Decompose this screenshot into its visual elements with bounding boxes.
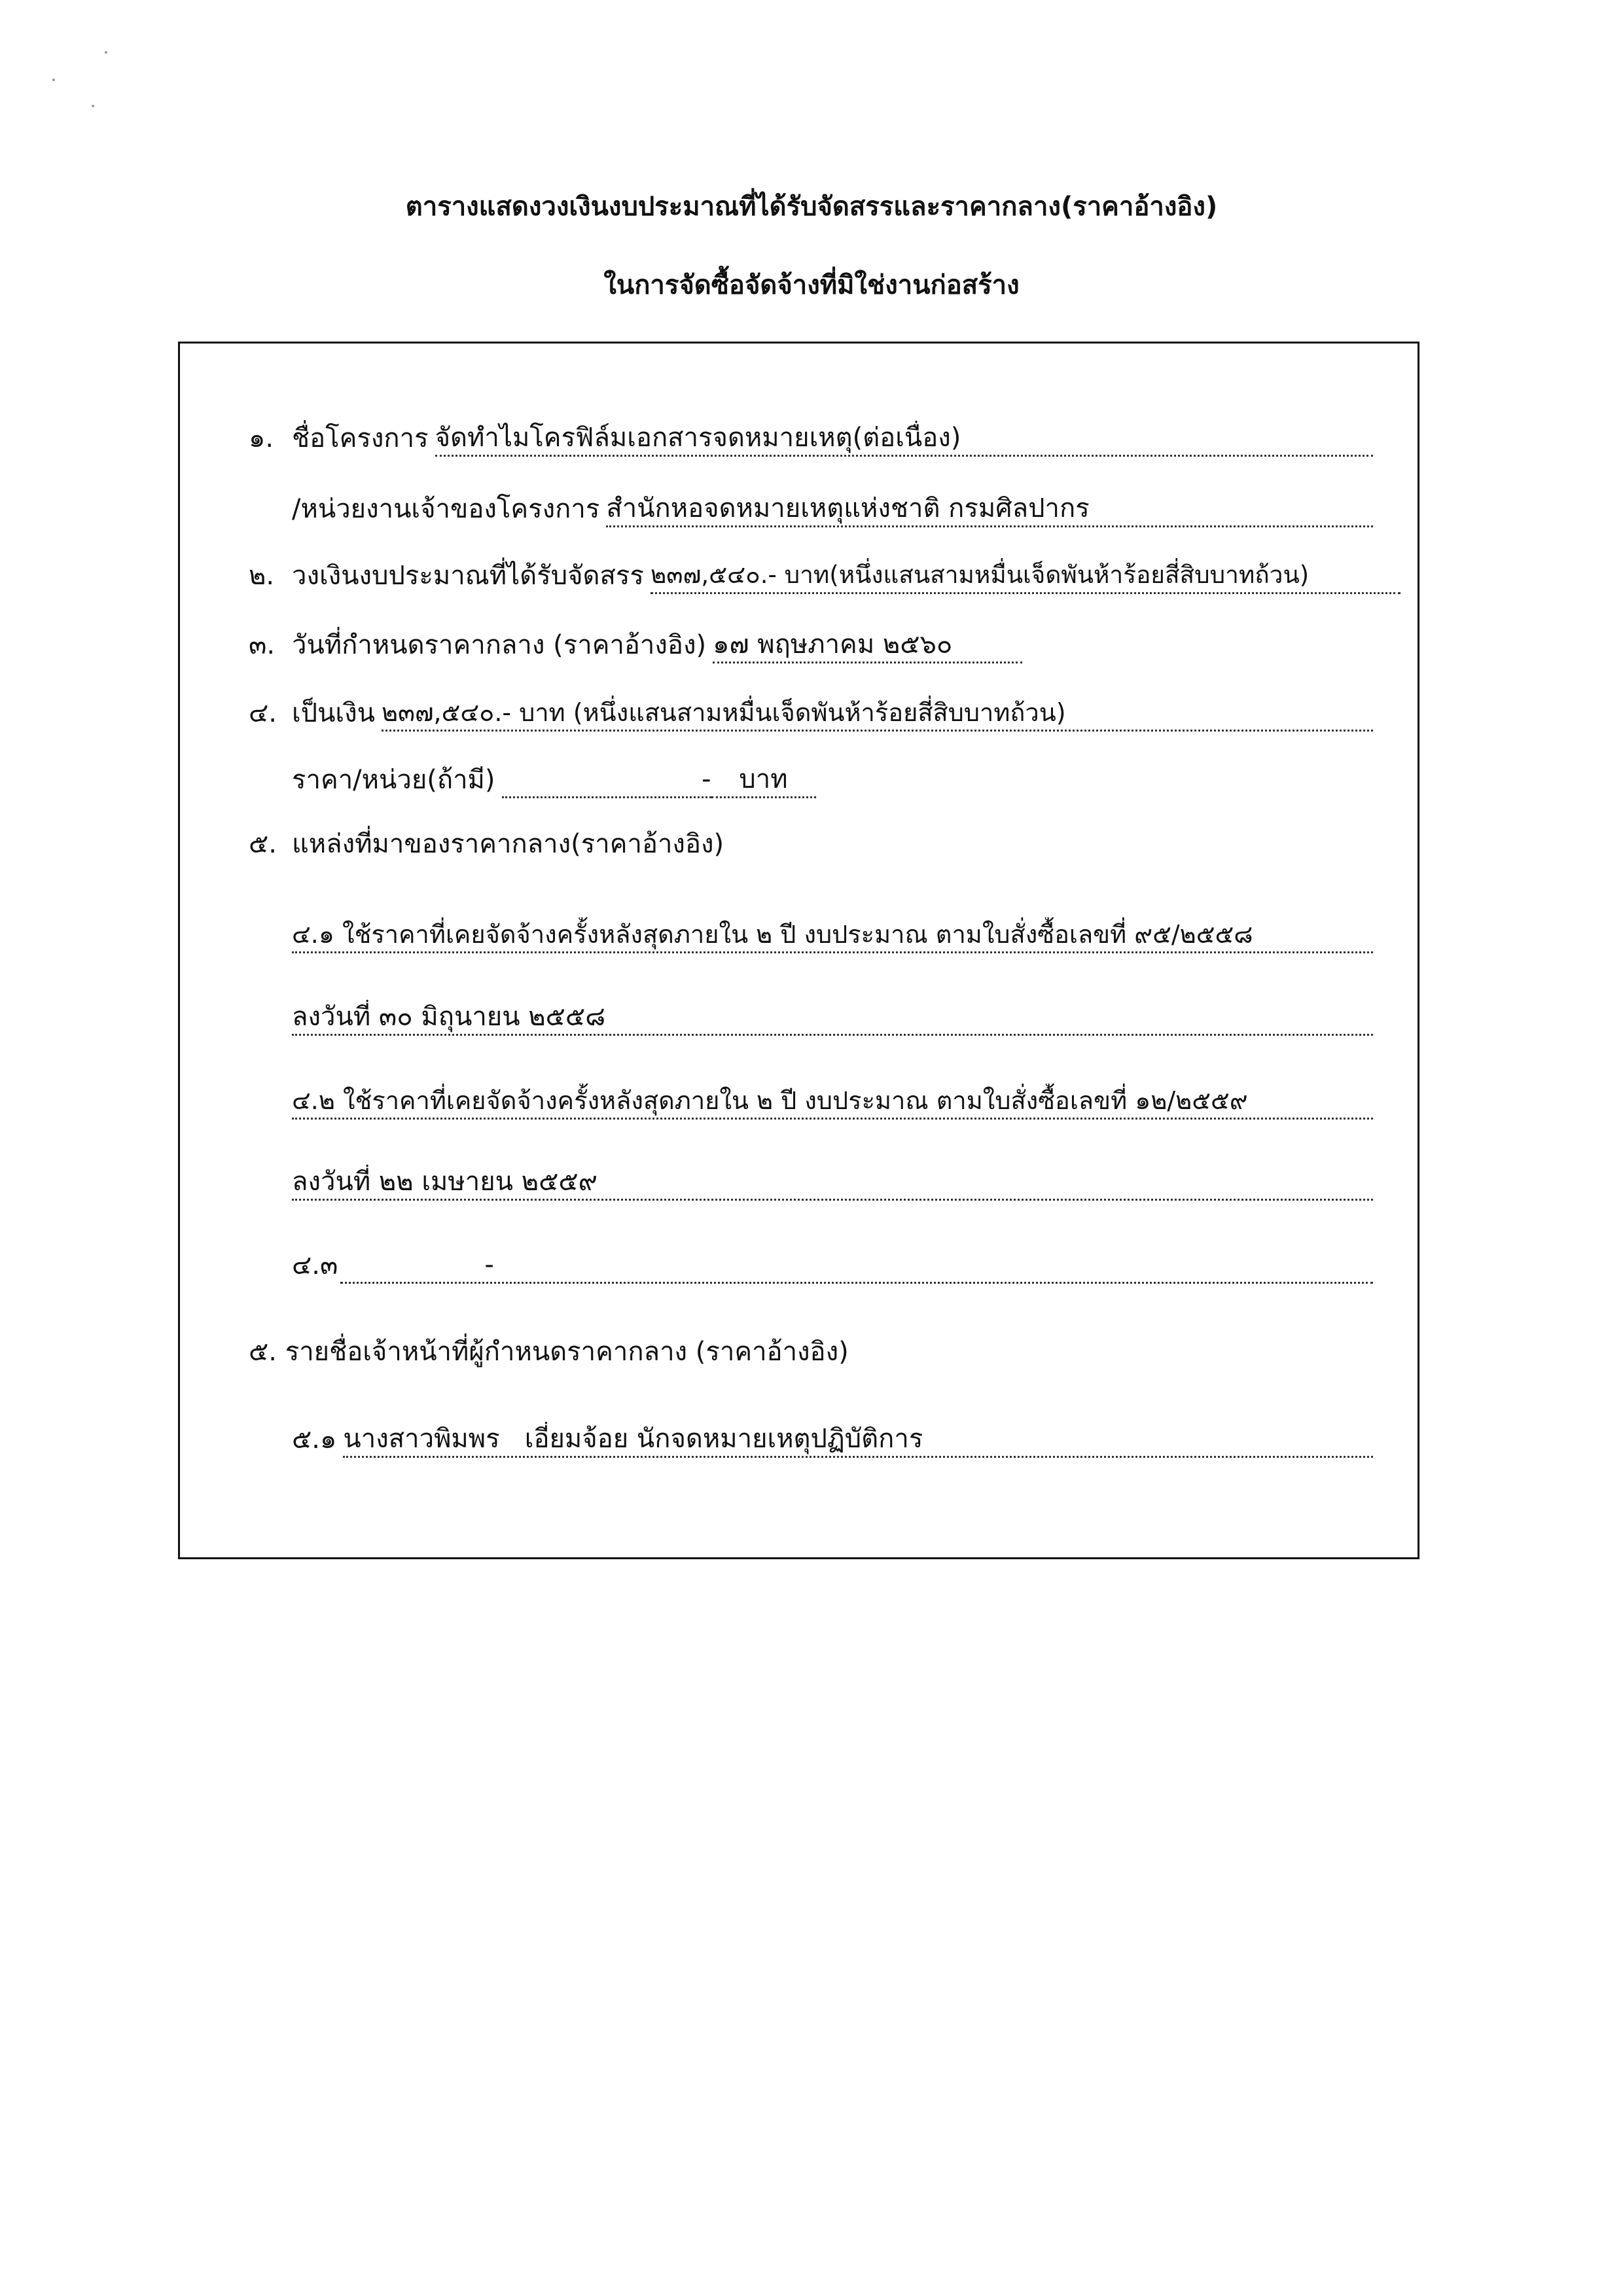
item5-sub3-value-text: - xyxy=(484,1250,494,1280)
item4-unit-price-row xyxy=(292,762,881,798)
item2-number: ๒. xyxy=(249,561,275,591)
item5-sub2-line2-value xyxy=(292,1165,1373,1201)
item1-owner-value-text: สำนักหอจดหมายเหตุแห่งชาติ กรมศิลปากร xyxy=(606,493,1090,523)
item4-unit-price-value-text: - xyxy=(702,764,711,794)
title-line-2: ในการจัดซื้อจัดจ้างที่มิใช่งานก่อสร้าง xyxy=(603,270,1020,300)
item3-row xyxy=(249,627,1022,663)
scan-speck xyxy=(52,79,55,81)
item1-owner-row xyxy=(292,491,1373,527)
item5-number: ๕. xyxy=(249,829,277,859)
item5-sub3-label: ๔.๓ xyxy=(292,1250,338,1280)
item5-sub2-line2 xyxy=(292,1165,1373,1201)
item1-owner-label: /หน่วยงานเจ้าของโครงการ xyxy=(292,494,600,524)
item3-value xyxy=(713,627,1022,663)
item1-value xyxy=(435,421,1373,457)
item4-number: ๔. xyxy=(249,698,277,728)
item4-label: เป็นเงิน xyxy=(292,698,375,728)
item5-label: แหล่งที่มาของราคากลาง(ราคาอ้างอิง) xyxy=(292,829,724,859)
item5-sub2-line1 xyxy=(292,1084,1373,1120)
scan-speck xyxy=(105,51,107,54)
title-line-1: ตารางแสดงวงเงินงบประมาณที่ได้รับจัดสรรและราคากลาง(ราคาอ้างอิง) xyxy=(405,192,1218,222)
item6-sub1-label: ๕.๑ xyxy=(292,1424,337,1455)
scan-speck xyxy=(92,105,94,107)
item1-owner-value xyxy=(606,491,1373,527)
item5-sub1-line2-text: ลงวันที่ ๓๐ มิถุนายน ๒๕๕๘ xyxy=(292,1002,606,1032)
item4-value xyxy=(382,696,1373,732)
item4-unit-price-value xyxy=(502,762,711,798)
item2-label: วงเงินงบประมาณที่ได้รับจัดสรร xyxy=(292,561,644,591)
item3-value-text: ๑๗ พฤษภาคม ๒๕๖๐ xyxy=(713,629,953,660)
item2-value-text: ๒๓๗,๕๔๐.- บาท(หนึ่งแสนสามหมื่นเจ็ดพันห้าร้อยสี่สิบบาทถ้วน) xyxy=(650,561,1310,589)
item5-sub1-line2 xyxy=(292,1000,1373,1036)
item5-sub1-line1 xyxy=(292,917,1373,953)
item4-unit-price-suffix-text: บาท xyxy=(739,764,788,794)
item1-number: ๑. xyxy=(249,423,274,453)
item4-row xyxy=(249,695,1373,732)
item2-row xyxy=(249,557,1400,594)
item6-sub1 xyxy=(292,1421,1373,1458)
item3-number: ๓. xyxy=(249,630,276,660)
item4-unit-price-label: ราคา/หน่วย(ถ้ามี) xyxy=(292,765,495,795)
item5-sub2-line1-value xyxy=(292,1084,1373,1120)
item2-value xyxy=(651,558,1400,594)
item5-sub1-line2-value xyxy=(292,1000,1373,1036)
item5-sub2-line2-text: ลงวันที่ ๒๒ เมษายน ๒๕๕๙ xyxy=(292,1167,597,1197)
item5-sub2-line1-text: ๔.๒ ใช้ราคาที่เคยจัดจ้างครั้งหลังสุดภายใน ๒ ปี งบประมาณ ตามใบสั่งซื้อเลขที่ ๑๒/๒๕๕๙ xyxy=(292,1086,1248,1115)
item5-sub3 xyxy=(292,1247,1373,1284)
item6-label: ๕. รายชื่อเจ้าหน้าที่ผู้กำหนดราคากลาง (ราคาอ้างอิง) xyxy=(249,1337,849,1367)
item1-label: ชื่อโครงการ xyxy=(292,423,429,453)
item4-value-text: ๒๓๗,๕๔๐.- บาท (หนึ่งแสนสามหมื่นเจ็ดพันห้าร้อยสี่สิบบาทถ้วน) xyxy=(381,698,1066,727)
item6-sub1-value-text: นางสาวพิมพร เอี่ยมจ้อย นักจดหมายเหตุปฏิบัติการ xyxy=(343,1424,923,1454)
item5-row xyxy=(249,826,724,862)
item5-sub3-value xyxy=(340,1248,1373,1284)
item3-label: วันที่กำหนดราคากลาง (ราคาอ้างอิง) xyxy=(292,630,707,660)
item1-value-text: จัดทำไมโครฟิล์มเอกสารจดหมายเหตุ(ต่อเนื่อง) xyxy=(435,423,961,453)
item5-sub1-line1-text: ๔.๑ ใช้ราคาที่เคยจัดจ้างครั้งหลังสุดภายใน ๒ ปี งบประมาณ ตามใบสั่งซื้อเลขที่ ๙๕/๒๕๕๘ xyxy=(292,920,1253,949)
item4-unit-price-suffix xyxy=(711,762,816,798)
item6-sub1-value xyxy=(343,1422,1373,1458)
item6-row xyxy=(249,1333,849,1370)
item5-sub1-line1-value xyxy=(292,917,1373,953)
item1-row xyxy=(249,420,1373,457)
